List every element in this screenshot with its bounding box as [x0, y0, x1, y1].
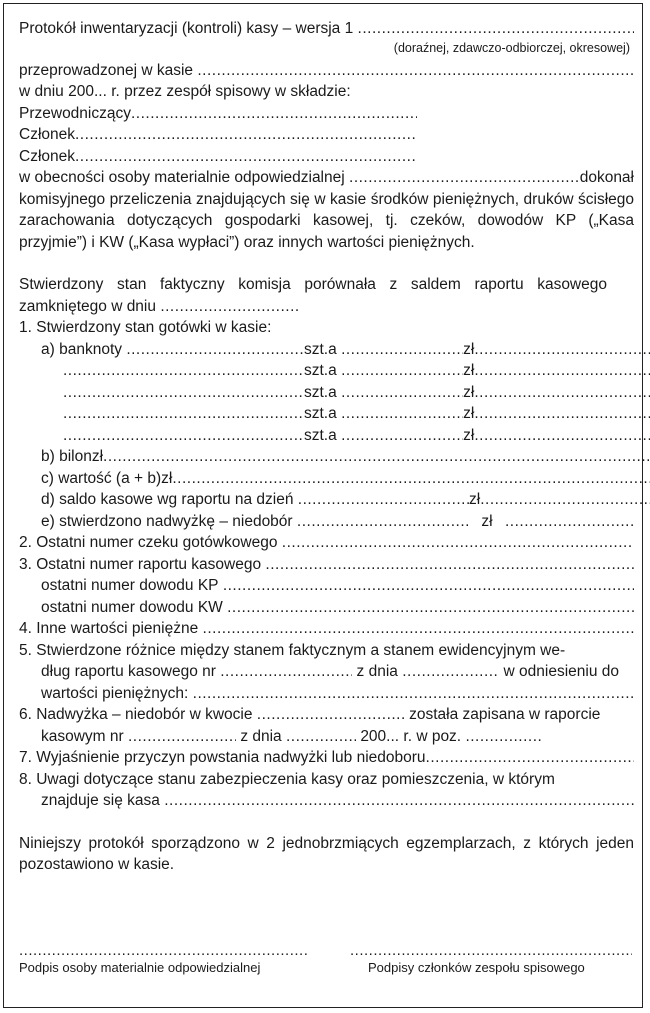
other-values-field[interactable] [203, 618, 634, 640]
date-label: z dnia [356, 663, 398, 680]
item-1: 1. Stwierdzony stan gotówki w kasie: [19, 319, 272, 336]
item-3-label: 3. Ostatni numer raportu kasowego [19, 555, 262, 573]
at-label: a [328, 405, 337, 422]
currency-label: zł [161, 469, 173, 487]
coins-label: b) bilon [41, 448, 92, 465]
responsible-field[interactable] [349, 167, 580, 189]
at-label: a [328, 362, 337, 379]
recorded-label: została zapisana w raporcie [409, 706, 601, 723]
pcs-label: szt. [304, 426, 329, 444]
member1-field[interactable] [75, 124, 417, 146]
unit-value-field[interactable] [341, 382, 463, 404]
item-5-report-line [19, 661, 634, 683]
item-6 [19, 704, 634, 726]
kw-number-field[interactable] [227, 597, 634, 619]
surplus-note-field[interactable] [297, 511, 469, 533]
comparison-label: Stwierdzony stan faktyczny komisja porównała z saldem raportu kasowego zamkniętego w dniu [19, 276, 607, 315]
amount-field[interactable] [474, 382, 650, 404]
coins-amount-field[interactable] [103, 446, 650, 468]
item-4-label: 4. Inne wartości pieniężne [19, 620, 199, 637]
date-team-label: w dniu 200... r. przez zespół spisowy w składzie: [19, 83, 351, 100]
unit-value-field[interactable] [341, 403, 463, 425]
position-label: 200... r. w poz. [360, 727, 462, 745]
closing-paragraph: Niniejszy protokół sporządzono w 2 jednobrzmiących egzemplarzach, z których jeden pozostawiono w kasie. [19, 834, 634, 873]
balance-date-field[interactable] [298, 489, 469, 511]
at-label: a [328, 383, 337, 401]
cash-report-number-field[interactable] [128, 726, 236, 748]
denomination-field[interactable] [63, 403, 304, 425]
pcs-label: szt. [304, 405, 329, 422]
unit-value-field[interactable] [341, 339, 463, 361]
pcs-label: szt. [304, 340, 329, 358]
amount-field[interactable] [474, 360, 650, 382]
cashbox-field[interactable] [197, 60, 634, 82]
denomination-field[interactable] [63, 360, 304, 382]
banknotes-label: a) banknoty [41, 340, 122, 358]
team-signature-line[interactable] [350, 945, 632, 957]
member1-line [19, 124, 417, 146]
balance-amount-field[interactable] [480, 489, 650, 511]
protocol-document [19, 18, 634, 876]
currency-label: zł [463, 405, 475, 422]
currency-label: zł [463, 362, 475, 379]
denomination-field[interactable] [63, 425, 304, 447]
pcs-label: szt. [304, 383, 329, 401]
security-notes-field[interactable] [164, 790, 634, 812]
report-number-field[interactable] [265, 554, 634, 576]
currency-label: zł [469, 491, 481, 508]
member2-field[interactable] [75, 146, 417, 168]
intro-paragraph: komisyjnego przeliczenia znajdujących się w kasie środków pieniężnych, druków ścisłego zarachowania dotyczących gospodarki kasowej, tj. czeków, dowodów KP („Kasa przyjmie”) i KW („Kasa wypłaci”) oraz innych wartości pieniężnych. [19, 190, 634, 251]
item-3-kw [19, 597, 634, 619]
pcs-label: szt. [304, 362, 329, 379]
currency-label: zł [91, 448, 104, 465]
item-7 [19, 747, 634, 769]
surplus-amount-label: 6. Nadwyżka – niedobór w kwocie [19, 706, 253, 723]
document-subtitle: (doraźnej, zdawczo-odbiorczej, okresowej) [393, 40, 630, 55]
coins-row [19, 446, 634, 468]
report-no-field[interactable] [220, 661, 352, 683]
responsible-label: w obecności osoby materialnie odpowiedzialnej [19, 169, 345, 186]
date-label: z dnia [240, 727, 282, 745]
section-paragraph [19, 274, 607, 317]
balance-row [19, 489, 634, 511]
item-5-values-line [19, 683, 634, 705]
report-date-field[interactable] [402, 661, 499, 683]
banknotes-row [19, 425, 634, 447]
values-label: wartości pieniężnych: [41, 684, 189, 702]
currency-label: zł [463, 426, 475, 444]
member2-line [19, 146, 417, 168]
item-4 [19, 618, 634, 640]
surplus-value-field[interactable] [257, 704, 405, 726]
at-label: a [328, 340, 337, 358]
chairman-line [19, 103, 417, 125]
item-3 [19, 554, 634, 576]
item-6-report-line [19, 726, 634, 748]
cashbox-line [19, 60, 634, 82]
date-team-line [19, 81, 634, 103]
currency-label: zł [481, 512, 493, 530]
document-title: Protokół inwentaryzacji (kontroli) kasy – wersja 1 [19, 20, 354, 37]
banknotes-row [19, 360, 634, 382]
team-signature-label: Podpisy członków zespołu spisowego [368, 960, 585, 975]
location-label: znajduje się kasa [41, 792, 160, 809]
performed-label: dokonał [579, 169, 634, 186]
member1-label: Członek [19, 126, 75, 143]
surplus-row [19, 511, 634, 533]
cash-report-label: kasowym nr [41, 727, 124, 745]
denomination-field[interactable] [63, 382, 304, 404]
chairman-label: Przewodniczący [19, 104, 131, 122]
banknotes-row [19, 382, 634, 404]
title-fill-field[interactable] [358, 18, 634, 40]
item-2-label: 2. Ostatni numer czeku gotówkowego [19, 534, 278, 551]
item-3-kp [19, 575, 634, 597]
explanation-field[interactable] [426, 747, 634, 769]
position-field[interactable] [465, 726, 541, 748]
item-7-label: 7. Wyjaśnienie przyczyn powstania nadwyżki lub niedoboru [19, 749, 426, 766]
values-field[interactable] [193, 683, 634, 705]
at-label: a [328, 426, 337, 444]
currency-label: zł [463, 383, 475, 401]
item-8: 8. Uwagi dotyczące stanu zabezpieczenia kasy oraz pomieszczenia, w którym [19, 770, 555, 788]
surplus-label: e) stwierdzono nadwyżkę – niedobór [41, 512, 293, 530]
report-number-label: dług raportu kasowego nr [41, 663, 216, 680]
cheque-number-field[interactable] [282, 532, 634, 554]
currency-label: zł [463, 340, 475, 358]
closing-date-field[interactable] [160, 296, 300, 318]
amount-field[interactable] [474, 403, 650, 425]
total-label: c) wartość (a + b) [41, 469, 162, 487]
chairman-field[interactable] [131, 103, 417, 125]
relation-label: w odniesieniu do [503, 663, 620, 680]
balance-label: d) saldo kasowe wg raportu na dzień [41, 491, 294, 508]
responsible-signature-label: Podpis osoby materialnie odpowiedzialnej [19, 960, 261, 975]
banknotes-row [19, 403, 634, 425]
title-line [19, 18, 634, 40]
responsible-line [19, 167, 634, 189]
unit-value-field[interactable] [341, 425, 463, 447]
kw-label: ostatni numer dowodu KW [41, 598, 223, 616]
total-row [19, 468, 634, 490]
item-8-location-line [19, 790, 634, 812]
item-5: 5. Stwierdzone różnice między stanem faktycznym a stanem ewidencyjnym we- [19, 641, 566, 659]
surplus-amount-field[interactable] [505, 511, 633, 533]
kp-number-field[interactable] [223, 575, 634, 597]
banknotes-row [19, 339, 634, 361]
kp-label: ostatni numer dowodu KP [41, 577, 219, 594]
member2-label: Członek [19, 147, 75, 165]
total-amount-field[interactable] [172, 468, 650, 490]
item-2 [19, 532, 634, 554]
unit-value-field[interactable] [341, 360, 463, 382]
amount-field[interactable] [474, 425, 650, 447]
banknotes-denomination-field[interactable] [126, 339, 304, 361]
cashbox-label: przeprowadzonej w kasie [19, 61, 194, 79]
amount-field[interactable] [474, 339, 650, 361]
responsible-signature-line[interactable] [19, 945, 309, 957]
cash-report-date-field[interactable] [286, 726, 356, 748]
